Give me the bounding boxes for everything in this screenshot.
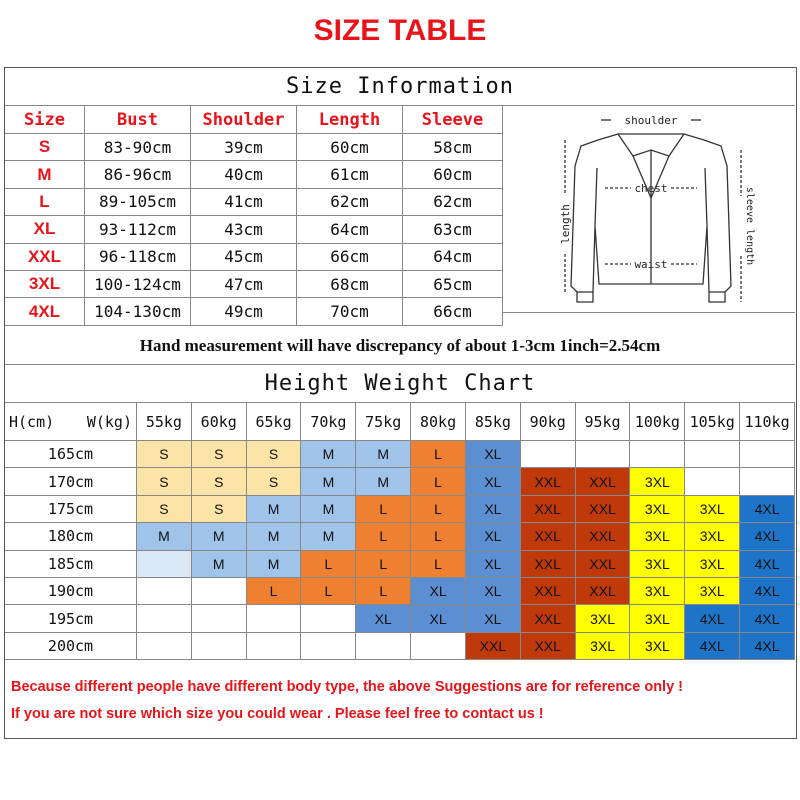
weight-header: 105kg — [685, 403, 740, 441]
weight-header: 65kg — [247, 403, 302, 441]
size-recommendation-cell: S — [137, 441, 192, 468]
weight-header: 90kg — [521, 403, 576, 441]
size-recommendation-cell: XXL — [576, 551, 631, 578]
size-recommendation-cell: L — [411, 523, 466, 550]
size-recommendation-cell: XL — [466, 496, 521, 523]
weight-header: 100kg — [630, 403, 685, 441]
size-recommendation-cell — [301, 605, 356, 632]
size-recommendation-cell: XL — [466, 551, 521, 578]
weight-header: 70kg — [301, 403, 356, 441]
size-recommendation-cell: S — [192, 468, 247, 495]
size-recommendation-cell: 3XL — [685, 523, 740, 550]
size-col-header: Bust — [85, 106, 191, 134]
size-recommendation-cell: 3XL — [685, 496, 740, 523]
height-label: 190cm — [5, 578, 137, 605]
weight-axis-label: W(kg) — [86, 412, 132, 431]
length-label: length — [559, 204, 572, 244]
shoulder-label: shoulder — [624, 114, 678, 127]
hw-corner-header — [5, 403, 137, 441]
size-recommendation-cell: M — [301, 441, 356, 468]
size-cell: 104-130cm — [85, 298, 191, 325]
size-recommendation-cell: 3XL — [685, 551, 740, 578]
size-recommendation-cell: XXL — [521, 496, 576, 523]
size-recommendation-cell: M — [301, 496, 356, 523]
size-recommendation-cell: L — [356, 578, 411, 605]
size-cell: 60cm — [297, 134, 403, 161]
size-recommendation-cell: XXL — [521, 605, 576, 632]
size-recommendation-cell — [301, 633, 356, 660]
shirt-diagram-graphic — [503, 106, 795, 313]
size-recommendation-cell — [685, 441, 740, 468]
size-col-header: Shoulder — [191, 106, 297, 134]
size-recommendation-cell: M — [356, 441, 411, 468]
size-recommendation-cell: L — [411, 468, 466, 495]
size-recommendation-cell: M — [301, 468, 356, 495]
chest-label: chest — [634, 182, 668, 195]
size-cell: 62cm — [297, 189, 403, 216]
size-recommendation-cell — [740, 468, 795, 495]
size-recommendation-cell: 3XL — [630, 468, 685, 495]
size-recommendation-cell: L — [356, 551, 411, 578]
size-label: L — [5, 189, 85, 216]
size-recommendation-cell: M — [192, 523, 247, 550]
size-recommendation-cell: L — [301, 551, 356, 578]
size-recommendation-cell: L — [301, 578, 356, 605]
size-recommendation-cell — [137, 551, 192, 578]
height-label: 170cm — [5, 468, 137, 495]
size-recommendation-cell: 3XL — [630, 578, 685, 605]
height-label: 185cm — [5, 551, 137, 578]
size-recommendation-cell: XL — [466, 468, 521, 495]
size-cell: 89-105cm — [85, 189, 191, 216]
size-recommendation-cell: XXL — [576, 578, 631, 605]
height-label: 195cm — [5, 605, 137, 632]
size-recommendation-cell — [247, 605, 302, 632]
size-cell: 66cm — [297, 244, 403, 271]
size-recommendation-cell: XL — [356, 605, 411, 632]
size-recommendation-cell: 3XL — [630, 523, 685, 550]
size-recommendation-cell: 4XL — [740, 523, 795, 550]
size-recommendation-cell — [740, 441, 795, 468]
size-recommendation-cell: S — [247, 468, 302, 495]
size-cell: 43cm — [191, 216, 297, 243]
size-recommendation-cell — [630, 441, 685, 468]
size-cell: 86-96cm — [85, 161, 191, 188]
size-label: S — [5, 134, 85, 161]
size-recommendation-cell: XXL — [521, 633, 576, 660]
size-recommendation-cell: 4XL — [740, 496, 795, 523]
size-recommendation-cell: 3XL — [576, 605, 631, 632]
size-recommendation-cell: M — [247, 551, 302, 578]
size-cell: 40cm — [191, 161, 297, 188]
weight-header: 75kg — [356, 403, 411, 441]
size-cell: 47cm — [191, 271, 297, 298]
size-label: 4XL — [5, 298, 85, 325]
size-recommendation-cell: XXL — [466, 633, 521, 660]
size-recommendation-cell: XXL — [521, 468, 576, 495]
weight-header: 85kg — [466, 403, 521, 441]
weight-header: 55kg — [137, 403, 192, 441]
size-cell: 100-124cm — [85, 271, 191, 298]
size-cell: 65cm — [403, 271, 503, 298]
size-recommendation-cell: S — [137, 496, 192, 523]
size-recommendation-cell: M — [247, 523, 302, 550]
size-recommendation-cell — [192, 633, 247, 660]
size-recommendation-cell: 3XL — [685, 578, 740, 605]
weight-header: 95kg — [576, 403, 631, 441]
size-cell: 96-118cm — [85, 244, 191, 271]
size-cell: 68cm — [297, 271, 403, 298]
size-recommendation-cell — [137, 578, 192, 605]
size-recommendation-cell: 3XL — [576, 633, 631, 660]
size-recommendation-cell: L — [411, 441, 466, 468]
sleeve-label: sleeve length — [744, 186, 755, 266]
size-recommendation-cell: M — [137, 523, 192, 550]
size-info-heading: Size Information — [5, 68, 795, 106]
size-recommendation-cell — [685, 468, 740, 495]
height-label: 200cm — [5, 633, 137, 660]
size-recommendation-cell: XL — [466, 523, 521, 550]
size-label: 3XL — [5, 271, 85, 298]
weight-header: 80kg — [411, 403, 466, 441]
size-cell: 49cm — [191, 298, 297, 325]
size-recommendation-cell: XXL — [576, 468, 631, 495]
size-cell: 63cm — [403, 216, 503, 243]
size-recommendation-cell: S — [137, 468, 192, 495]
size-recommendation-cell: 4XL — [685, 605, 740, 632]
size-cell: 66cm — [403, 298, 503, 325]
page-title: SIZE TABLE — [313, 14, 487, 47]
size-recommendation-cell: 4XL — [740, 578, 795, 605]
size-recommendation-cell: M — [192, 551, 247, 578]
height-label: 165cm — [5, 441, 137, 468]
size-recommendation-cell: XXL — [521, 578, 576, 605]
size-recommendation-cell — [192, 578, 247, 605]
size-recommendation-cell — [411, 633, 466, 660]
size-recommendation-cell: L — [247, 578, 302, 605]
size-recommendation-cell: M — [356, 468, 411, 495]
size-recommendation-cell: XL — [466, 578, 521, 605]
size-cell: 70cm — [297, 298, 403, 325]
height-label: 180cm — [5, 523, 137, 550]
size-recommendation-cell: L — [356, 523, 411, 550]
size-recommendation-cell: 4XL — [740, 633, 795, 660]
weight-header: 110kg — [740, 403, 795, 441]
height-axis-label: H(cm) — [9, 412, 55, 431]
disclaimer-line-1: Because different people have different body type, the above Suggestions are for reference only ! — [11, 679, 683, 695]
measurement-note: Hand measurement will have discrepancy of about 1-3cm 1inch=2.54cm — [5, 327, 795, 365]
size-cell: 58cm — [403, 134, 503, 161]
size-recommendation-cell: 4XL — [685, 633, 740, 660]
hw-chart-heading: Height Weight Chart — [5, 365, 795, 403]
size-recommendation-cell: S — [192, 441, 247, 468]
size-recommendation-cell: 3XL — [630, 633, 685, 660]
size-recommendation-cell: 4XL — [740, 551, 795, 578]
size-recommendation-cell: 3XL — [630, 605, 685, 632]
size-recommendation-cell: L — [411, 551, 466, 578]
size-col-header: Size — [5, 106, 85, 134]
size-col-header: Sleeve — [403, 106, 503, 134]
waist-label: waist — [634, 258, 668, 271]
size-cell: 83-90cm — [85, 134, 191, 161]
size-recommendation-cell: L — [356, 496, 411, 523]
size-recommendation-cell — [576, 441, 631, 468]
size-recommendation-cell: L — [411, 496, 466, 523]
size-recommendation-cell: XL — [411, 605, 466, 632]
size-recommendation-cell — [137, 633, 192, 660]
size-recommendation-cell: XL — [466, 605, 521, 632]
size-recommendation-cell: XL — [466, 441, 521, 468]
size-recommendation-cell: 3XL — [630, 496, 685, 523]
size-recommendation-cell: XL — [411, 578, 466, 605]
size-recommendation-cell — [137, 605, 192, 632]
weight-header: 60kg — [192, 403, 247, 441]
size-cell: 60cm — [403, 161, 503, 188]
size-recommendation-cell — [247, 633, 302, 660]
size-cell: 45cm — [191, 244, 297, 271]
size-recommendation-cell — [192, 605, 247, 632]
size-recommendation-cell: XXL — [521, 551, 576, 578]
height-label: 175cm — [5, 496, 137, 523]
size-recommendation-cell: 4XL — [740, 605, 795, 632]
size-chart-frame — [4, 67, 797, 739]
size-cell: 64cm — [297, 216, 403, 243]
size-label: XXL — [5, 244, 85, 271]
size-cell: 93-112cm — [85, 216, 191, 243]
size-cell: 39cm — [191, 134, 297, 161]
size-cell: 41cm — [191, 189, 297, 216]
size-cell: 64cm — [403, 244, 503, 271]
size-recommendation-cell: 3XL — [630, 551, 685, 578]
disclaimer-line-2: If you are not sure which size you could wear . Please feel free to contact us ! — [11, 706, 544, 722]
size-label: M — [5, 161, 85, 188]
size-recommendation-cell: S — [192, 496, 247, 523]
size-recommendation-cell: M — [301, 523, 356, 550]
shirt-diagram — [503, 106, 795, 313]
size-cell: 62cm — [403, 189, 503, 216]
size-cell: 61cm — [297, 161, 403, 188]
size-recommendation-cell — [356, 633, 411, 660]
size-recommendation-cell: XXL — [576, 523, 631, 550]
size-recommendation-cell — [521, 441, 576, 468]
size-recommendation-cell: S — [247, 441, 302, 468]
size-recommendation-cell: XXL — [521, 523, 576, 550]
size-label: XL — [5, 216, 85, 243]
size-col-header: Length — [297, 106, 403, 134]
size-recommendation-cell: XXL — [576, 496, 631, 523]
size-recommendation-cell: M — [247, 496, 302, 523]
